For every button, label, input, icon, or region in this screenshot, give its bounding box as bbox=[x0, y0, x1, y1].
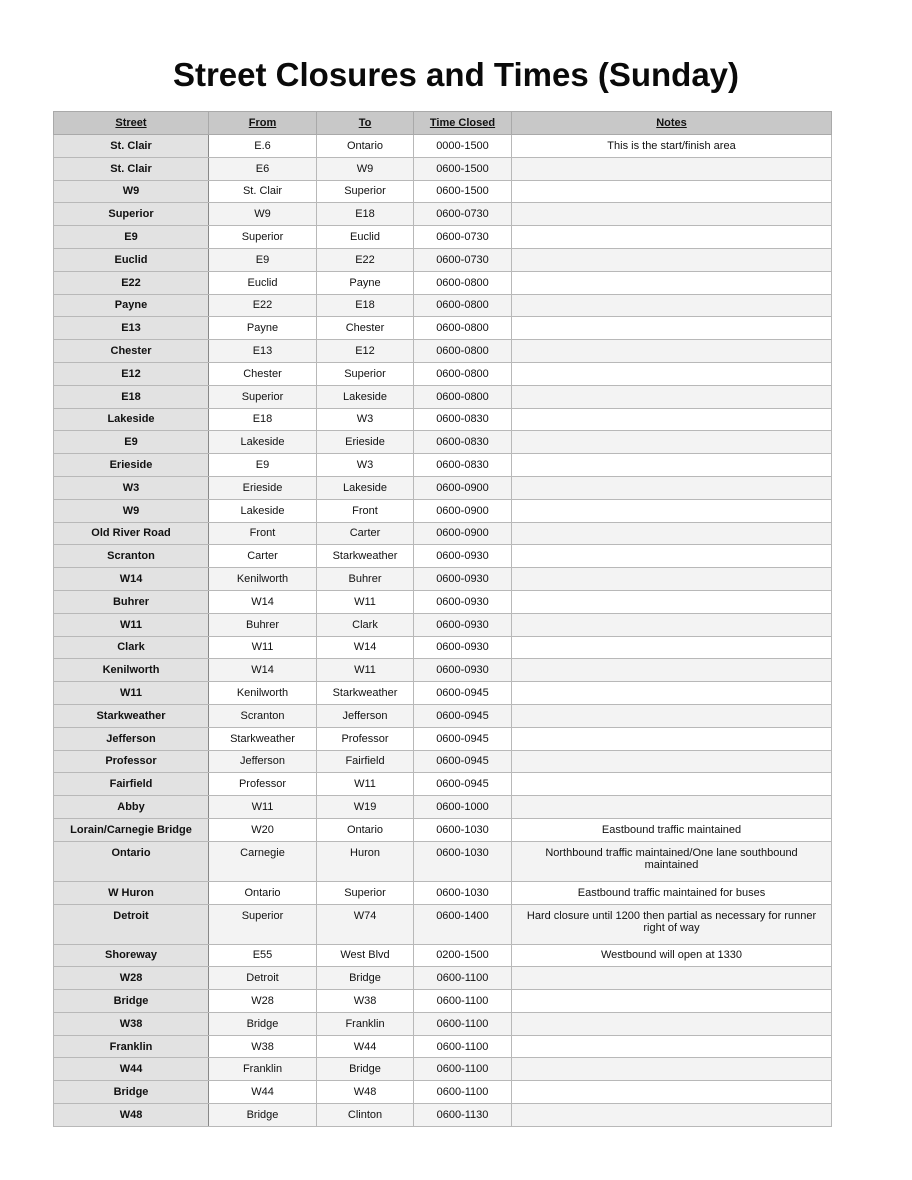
notes-cell bbox=[512, 340, 832, 363]
street-cell: W Huron bbox=[54, 881, 209, 904]
street-cell: Shoreway bbox=[54, 944, 209, 967]
time-closed-cell: 0600-1400 bbox=[414, 904, 512, 944]
to-cell: W74 bbox=[317, 904, 414, 944]
table-row bbox=[54, 499, 832, 522]
to-cell: West Blvd bbox=[317, 944, 414, 967]
table-row bbox=[54, 841, 832, 881]
from-cell: W11 bbox=[209, 636, 317, 659]
time-closed-cell: 0600-0900 bbox=[414, 499, 512, 522]
to-cell: E18 bbox=[317, 203, 414, 226]
street-cell: W38 bbox=[54, 1012, 209, 1035]
to-cell: Bridge bbox=[317, 967, 414, 990]
from-cell: W14 bbox=[209, 590, 317, 613]
table-row bbox=[54, 682, 832, 705]
time-closed-cell: 0600-1100 bbox=[414, 1012, 512, 1035]
table-row bbox=[54, 613, 832, 636]
table-row bbox=[54, 818, 832, 841]
street-cell: Old River Road bbox=[54, 522, 209, 545]
from-cell: Carnegie bbox=[209, 841, 317, 881]
from-cell: W20 bbox=[209, 818, 317, 841]
notes-cell bbox=[512, 499, 832, 522]
time-closed-cell: 0600-0800 bbox=[414, 317, 512, 340]
notes-cell bbox=[512, 476, 832, 499]
table-row bbox=[54, 522, 832, 545]
table-row bbox=[54, 180, 832, 203]
table-row bbox=[54, 157, 832, 180]
street-cell: Euclid bbox=[54, 248, 209, 271]
table-row bbox=[54, 704, 832, 727]
street-cell: Lakeside bbox=[54, 408, 209, 431]
notes-cell: Northbound traffic maintained/One lane southbound maintained bbox=[512, 841, 832, 881]
from-cell: Professor bbox=[209, 773, 317, 796]
table-row bbox=[54, 773, 832, 796]
time-closed-cell: 0000-1500 bbox=[414, 135, 512, 158]
to-cell: E12 bbox=[317, 340, 414, 363]
notes-cell bbox=[512, 522, 832, 545]
table-row bbox=[54, 203, 832, 226]
page-title: Street Closures and Times (Sunday) bbox=[172, 56, 740, 93]
from-cell: Erieside bbox=[209, 476, 317, 499]
table-body bbox=[54, 135, 832, 1127]
from-cell: W14 bbox=[209, 659, 317, 682]
from-cell: Lakeside bbox=[209, 499, 317, 522]
table-row bbox=[54, 1081, 832, 1104]
table-row bbox=[54, 431, 832, 454]
time-closed-cell: 0600-0930 bbox=[414, 636, 512, 659]
from-cell: Lakeside bbox=[209, 431, 317, 454]
to-cell: W19 bbox=[317, 796, 414, 819]
from-cell: Bridge bbox=[209, 1012, 317, 1035]
to-cell: W38 bbox=[317, 990, 414, 1013]
to-cell: E18 bbox=[317, 294, 414, 317]
from-cell: E.6 bbox=[209, 135, 317, 158]
time-closed-cell: 0600-0930 bbox=[414, 545, 512, 568]
from-cell: Buhrer bbox=[209, 613, 317, 636]
notes-cell bbox=[512, 1035, 832, 1058]
time-closed-cell: 0600-0930 bbox=[414, 659, 512, 682]
street-cell: E12 bbox=[54, 362, 209, 385]
from-cell: Detroit bbox=[209, 967, 317, 990]
column-header-time-closed: Time Closed bbox=[414, 112, 512, 135]
notes-cell bbox=[512, 431, 832, 454]
table-row bbox=[54, 317, 832, 340]
time-closed-cell: 0600-0945 bbox=[414, 682, 512, 705]
from-cell: Carter bbox=[209, 545, 317, 568]
table-row bbox=[54, 454, 832, 477]
street-cell: W3 bbox=[54, 476, 209, 499]
time-closed-cell: 0600-0800 bbox=[414, 294, 512, 317]
notes-cell bbox=[512, 454, 832, 477]
from-cell: Starkweather bbox=[209, 727, 317, 750]
table-row bbox=[54, 271, 832, 294]
from-cell: Franklin bbox=[209, 1058, 317, 1081]
table-row bbox=[54, 796, 832, 819]
notes-cell bbox=[512, 990, 832, 1013]
notes-cell bbox=[512, 385, 832, 408]
street-cell: Detroit bbox=[54, 904, 209, 944]
to-cell: Payne bbox=[317, 271, 414, 294]
table-row bbox=[54, 294, 832, 317]
to-cell: Carter bbox=[317, 522, 414, 545]
table-header-row bbox=[54, 112, 832, 135]
street-cell: W9 bbox=[54, 499, 209, 522]
from-cell: E18 bbox=[209, 408, 317, 431]
time-closed-cell: 0600-0830 bbox=[414, 408, 512, 431]
table-row bbox=[54, 1012, 832, 1035]
from-cell: Bridge bbox=[209, 1104, 317, 1127]
time-closed-cell: 0600-0945 bbox=[414, 704, 512, 727]
notes-cell bbox=[512, 727, 832, 750]
street-cell: Bridge bbox=[54, 990, 209, 1013]
street-cell: E18 bbox=[54, 385, 209, 408]
to-cell: Clinton bbox=[317, 1104, 414, 1127]
time-closed-cell: 0600-0800 bbox=[414, 362, 512, 385]
time-closed-cell: 0600-0800 bbox=[414, 340, 512, 363]
street-cell: St. Clair bbox=[54, 135, 209, 158]
notes-cell bbox=[512, 317, 832, 340]
table-row bbox=[54, 1035, 832, 1058]
to-cell: Jefferson bbox=[317, 704, 414, 727]
notes-cell bbox=[512, 590, 832, 613]
table-row bbox=[54, 408, 832, 431]
from-cell: Scranton bbox=[209, 704, 317, 727]
notes-cell bbox=[512, 1104, 832, 1127]
from-cell: E9 bbox=[209, 248, 317, 271]
from-cell: E9 bbox=[209, 454, 317, 477]
to-cell: W11 bbox=[317, 773, 414, 796]
to-cell: Superior bbox=[317, 362, 414, 385]
notes-cell bbox=[512, 773, 832, 796]
table-row bbox=[54, 1058, 832, 1081]
from-cell: Superior bbox=[209, 226, 317, 249]
to-cell: Ontario bbox=[317, 135, 414, 158]
notes-cell bbox=[512, 659, 832, 682]
from-cell: W28 bbox=[209, 990, 317, 1013]
street-cell: Fairfield bbox=[54, 773, 209, 796]
table-row bbox=[54, 967, 832, 990]
to-cell: Huron bbox=[317, 841, 414, 881]
notes-cell bbox=[512, 362, 832, 385]
time-closed-cell: 0600-0900 bbox=[414, 522, 512, 545]
street-cell: St. Clair bbox=[54, 157, 209, 180]
notes-cell bbox=[512, 1058, 832, 1081]
time-closed-cell: 0600-0830 bbox=[414, 454, 512, 477]
column-header-notes: Notes bbox=[512, 112, 832, 135]
table-row bbox=[54, 904, 832, 944]
street-cell: Jefferson bbox=[54, 727, 209, 750]
table-row bbox=[54, 135, 832, 158]
street-cell: E9 bbox=[54, 431, 209, 454]
time-closed-cell: 0200-1500 bbox=[414, 944, 512, 967]
time-closed-cell: 0600-0945 bbox=[414, 727, 512, 750]
time-closed-cell: 0600-1100 bbox=[414, 1081, 512, 1104]
notes-cell bbox=[512, 248, 832, 271]
time-closed-cell: 0600-0945 bbox=[414, 750, 512, 773]
notes-cell: Eastbound traffic maintained bbox=[512, 818, 832, 841]
table-row bbox=[54, 590, 832, 613]
from-cell: W9 bbox=[209, 203, 317, 226]
street-cell: W9 bbox=[54, 180, 209, 203]
time-closed-cell: 0600-1100 bbox=[414, 967, 512, 990]
to-cell: Superior bbox=[317, 180, 414, 203]
time-closed-cell: 0600-1000 bbox=[414, 796, 512, 819]
time-closed-cell: 0600-1100 bbox=[414, 990, 512, 1013]
table-row bbox=[54, 248, 832, 271]
time-closed-cell: 0600-1030 bbox=[414, 881, 512, 904]
street-cell: Ontario bbox=[54, 841, 209, 881]
time-closed-cell: 0600-1100 bbox=[414, 1035, 512, 1058]
from-cell: E22 bbox=[209, 294, 317, 317]
to-cell: W44 bbox=[317, 1035, 414, 1058]
street-cell: W48 bbox=[54, 1104, 209, 1127]
street-cell: Superior bbox=[54, 203, 209, 226]
table-row bbox=[54, 727, 832, 750]
notes-cell: This is the start/finish area bbox=[512, 135, 832, 158]
to-cell: Clark bbox=[317, 613, 414, 636]
notes-cell bbox=[512, 796, 832, 819]
to-cell: W9 bbox=[317, 157, 414, 180]
notes-cell bbox=[512, 1081, 832, 1104]
from-cell: Euclid bbox=[209, 271, 317, 294]
notes-cell bbox=[512, 568, 832, 591]
time-closed-cell: 0600-0730 bbox=[414, 248, 512, 271]
street-cell: Buhrer bbox=[54, 590, 209, 613]
time-closed-cell: 0600-1500 bbox=[414, 180, 512, 203]
table-row bbox=[54, 659, 832, 682]
to-cell: Franklin bbox=[317, 1012, 414, 1035]
time-closed-cell: 0600-1130 bbox=[414, 1104, 512, 1127]
to-cell: Ontario bbox=[317, 818, 414, 841]
street-cell: W14 bbox=[54, 568, 209, 591]
table-row bbox=[54, 340, 832, 363]
time-closed-cell: 0600-0830 bbox=[414, 431, 512, 454]
time-closed-cell: 0600-0800 bbox=[414, 271, 512, 294]
to-cell: Chester bbox=[317, 317, 414, 340]
street-cell: Bridge bbox=[54, 1081, 209, 1104]
to-cell: Lakeside bbox=[317, 476, 414, 499]
street-cell: E9 bbox=[54, 226, 209, 249]
from-cell: E13 bbox=[209, 340, 317, 363]
table-row bbox=[54, 226, 832, 249]
from-cell: E6 bbox=[209, 157, 317, 180]
from-cell: Kenilworth bbox=[209, 568, 317, 591]
time-closed-cell: 0600-0730 bbox=[414, 226, 512, 249]
table-row bbox=[54, 944, 832, 967]
time-closed-cell: 0600-1030 bbox=[414, 841, 512, 881]
time-closed-cell: 0600-0945 bbox=[414, 773, 512, 796]
table-row bbox=[54, 750, 832, 773]
notes-cell bbox=[512, 226, 832, 249]
to-cell: Buhrer bbox=[317, 568, 414, 591]
from-cell: W38 bbox=[209, 1035, 317, 1058]
from-cell: Superior bbox=[209, 385, 317, 408]
to-cell: Erieside bbox=[317, 431, 414, 454]
notes-cell bbox=[512, 636, 832, 659]
street-cell: Erieside bbox=[54, 454, 209, 477]
notes-cell bbox=[512, 203, 832, 226]
from-cell: St. Clair bbox=[209, 180, 317, 203]
from-cell: E55 bbox=[209, 944, 317, 967]
to-cell: Professor bbox=[317, 727, 414, 750]
to-cell: Starkweather bbox=[317, 545, 414, 568]
table-row bbox=[54, 362, 832, 385]
street-cell: Lorain/Carnegie Bridge bbox=[54, 818, 209, 841]
street-cell: Chester bbox=[54, 340, 209, 363]
from-cell: Superior bbox=[209, 904, 317, 944]
table-row bbox=[54, 476, 832, 499]
from-cell: Front bbox=[209, 522, 317, 545]
to-cell: Fairfield bbox=[317, 750, 414, 773]
time-closed-cell: 0600-0800 bbox=[414, 385, 512, 408]
from-cell: W44 bbox=[209, 1081, 317, 1104]
notes-cell bbox=[512, 682, 832, 705]
from-cell: Jefferson bbox=[209, 750, 317, 773]
notes-cell: Hard closure until 1200 then partial as necessary for runner right of way bbox=[512, 904, 832, 944]
to-cell: Bridge bbox=[317, 1058, 414, 1081]
street-cell: Franklin bbox=[54, 1035, 209, 1058]
time-closed-cell: 0600-1500 bbox=[414, 157, 512, 180]
time-closed-cell: 0600-0930 bbox=[414, 590, 512, 613]
street-cell: W28 bbox=[54, 967, 209, 990]
street-cell: W11 bbox=[54, 682, 209, 705]
time-closed-cell: 0600-1030 bbox=[414, 818, 512, 841]
to-cell: Lakeside bbox=[317, 385, 414, 408]
street-cell: W44 bbox=[54, 1058, 209, 1081]
notes-cell bbox=[512, 613, 832, 636]
to-cell: W11 bbox=[317, 659, 414, 682]
time-closed-cell: 0600-0730 bbox=[414, 203, 512, 226]
to-cell: W3 bbox=[317, 454, 414, 477]
notes-cell bbox=[512, 271, 832, 294]
street-cell: Scranton bbox=[54, 545, 209, 568]
time-closed-cell: 0600-1100 bbox=[414, 1058, 512, 1081]
street-cell: E22 bbox=[54, 271, 209, 294]
table-row bbox=[54, 990, 832, 1013]
to-cell: Starkweather bbox=[317, 682, 414, 705]
street-cell: Kenilworth bbox=[54, 659, 209, 682]
table-row bbox=[54, 545, 832, 568]
column-header-to: To bbox=[317, 112, 414, 135]
notes-cell bbox=[512, 1012, 832, 1035]
to-cell: Superior bbox=[317, 881, 414, 904]
table-row bbox=[54, 385, 832, 408]
to-cell: E22 bbox=[317, 248, 414, 271]
from-cell: Payne bbox=[209, 317, 317, 340]
table-row bbox=[54, 568, 832, 591]
to-cell: W14 bbox=[317, 636, 414, 659]
street-cell: E13 bbox=[54, 317, 209, 340]
street-cell: Abby bbox=[54, 796, 209, 819]
notes-cell bbox=[512, 180, 832, 203]
from-cell: W11 bbox=[209, 796, 317, 819]
street-closures-table bbox=[53, 111, 832, 1127]
column-header-from: From bbox=[209, 112, 317, 135]
to-cell: Euclid bbox=[317, 226, 414, 249]
time-closed-cell: 0600-0900 bbox=[414, 476, 512, 499]
to-cell: Front bbox=[317, 499, 414, 522]
notes-cell bbox=[512, 967, 832, 990]
from-cell: Chester bbox=[209, 362, 317, 385]
notes-cell bbox=[512, 545, 832, 568]
to-cell: W11 bbox=[317, 590, 414, 613]
time-closed-cell: 0600-0930 bbox=[414, 568, 512, 591]
notes-cell bbox=[512, 408, 832, 431]
from-cell: Ontario bbox=[209, 881, 317, 904]
notes-cell: Westbound will open at 1330 bbox=[512, 944, 832, 967]
street-cell: W11 bbox=[54, 613, 209, 636]
notes-cell: Eastbound traffic maintained for buses bbox=[512, 881, 832, 904]
table-row bbox=[54, 881, 832, 904]
notes-cell bbox=[512, 157, 832, 180]
street-cell: Professor bbox=[54, 750, 209, 773]
notes-cell bbox=[512, 704, 832, 727]
table-row bbox=[54, 636, 832, 659]
street-cell: Starkweather bbox=[54, 704, 209, 727]
street-cell: Clark bbox=[54, 636, 209, 659]
notes-cell bbox=[512, 294, 832, 317]
to-cell: W48 bbox=[317, 1081, 414, 1104]
column-header-street: Street bbox=[54, 112, 209, 135]
time-closed-cell: 0600-0930 bbox=[414, 613, 512, 636]
notes-cell bbox=[512, 750, 832, 773]
from-cell: Kenilworth bbox=[209, 682, 317, 705]
street-cell: Payne bbox=[54, 294, 209, 317]
table-row bbox=[54, 1104, 832, 1127]
to-cell: W3 bbox=[317, 408, 414, 431]
